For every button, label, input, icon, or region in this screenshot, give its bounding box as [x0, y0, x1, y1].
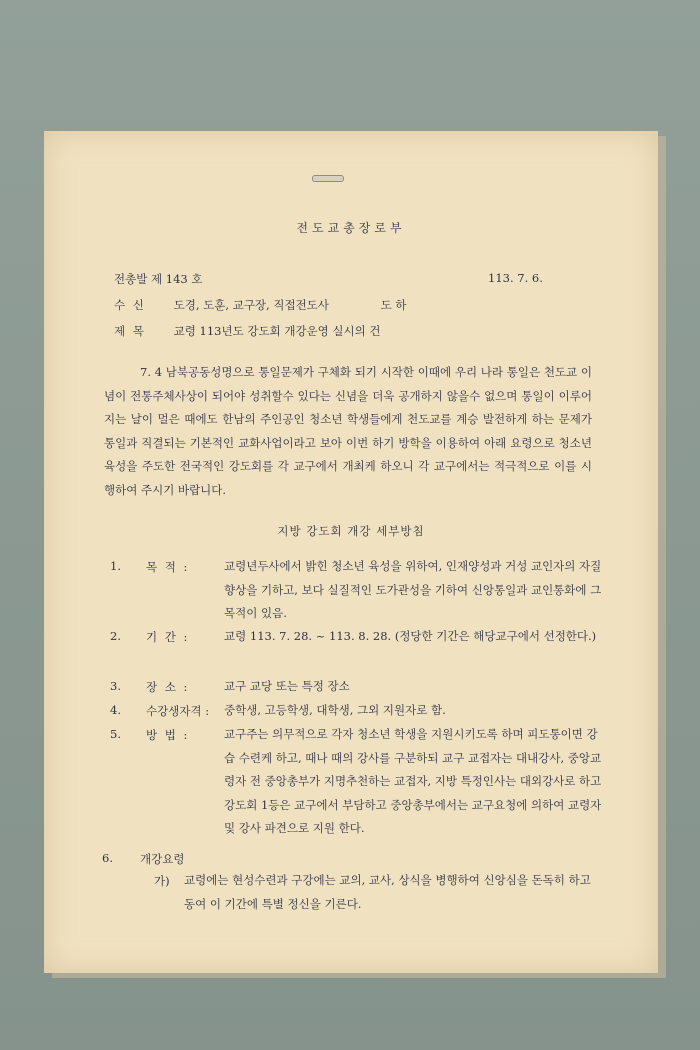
recipient-value: 도경, 도훈, 교구장, 직접전도사 [173, 298, 329, 312]
recipient-row [114, 297, 406, 313]
item-label: 장 소 : [146, 680, 190, 694]
item-number: 2. [110, 629, 121, 643]
item-number: 4. [110, 703, 121, 717]
item-label: 수강생자격 : [146, 704, 210, 718]
doc-number: 전총발 제 143 호 [114, 272, 203, 286]
item-body: 중학생, 고등학생, 대학생, 그외 지원자로 함. [224, 703, 446, 717]
item-label: 기 간 : [146, 630, 190, 644]
subject-value: 교령 113년도 강도회 개강운영 실시의 건 [173, 324, 381, 338]
intro-paragraph: 7. 4 남북공동성명으로 통일문제가 구체화 되기 시작한 이때에 우리 나라 통일은 천도교 이념이 전통주체사상이 되어야 성취할수 있다는 신념을 더욱 공개하지 않을수 없으며 통일이 이루어지는 날이 멀은 때에도 한남의 주인공인 청소년 학생들에게 천도교를 계승 발전하게 하는 문제가 통일과 직결되는 기본적인 교화사업이라고 보아 이번 하기 방학을 이용하여 아래 요령으로 청소년 육성을 주도한 전국적인 강도회를 각 교구에서 개최케 하오니 각 교구에서는 적극적으로 이를 시행하여 주시기 바랍니다. [104, 365, 592, 497]
item-body: 교령 113. 7. 28. ~ 113. 8. 28. (정당한 기간은 해당교구에서 선정한다.) [224, 629, 597, 643]
item-number: 3. [110, 679, 121, 693]
item-number: 6. [102, 851, 113, 865]
subject-label: 제 목 [114, 324, 146, 338]
item-number: 5. [110, 727, 121, 741]
recipient-suffix: 도 하 [380, 298, 407, 312]
item-body: 교구 교당 또는 특정 장소 [224, 679, 350, 693]
item-body: 교구주는 의무적으로 각자 청소년 학생을 지원시키도록 하며 피도통이면 강습 수련케 하고, 때나 때의 강사를 구분하되 교구 교접자는 대내강사, 중앙교령자 전 중앙총부가 지명추천하는 교접자, 지방 특정인사는 대외강사로 하고 강도회 1등은 교구에서 부담하고 중앙총부에서는 교구요청에 의하여 교령자 및 강사 파견으로 지원 한다. [224, 727, 602, 835]
sub-item-marker: 가) [154, 874, 170, 888]
item-label: 개강요령 [140, 852, 185, 866]
item-number: 1. [110, 559, 121, 573]
item-label: 방 법 : [146, 728, 190, 742]
subject-row [114, 323, 381, 339]
item-body: 교령년두사에서 밝힌 청소년 육성을 위하여, 인재양성과 거성 교인자의 자질향상을 기하고, 보다 실질적인 도가관성을 기하여 신앙통일과 교인통화에 그 목적이 있음. [224, 559, 602, 620]
recipient-label: 수 신 [114, 298, 146, 312]
document-page [44, 131, 658, 973]
item-label: 목 적 : [146, 560, 190, 574]
section-heading: 지방 강도회 개강 세부방침 [277, 524, 425, 538]
doc-date: 113. 7. 6. [488, 271, 543, 285]
sub-item-body: 교령에는 현성수련과 구강에는 교의, 교사, 상식을 병행하여 신앙심을 돈독히 하고 동여 이 기간에 특별 정신을 기른다. [184, 873, 591, 911]
staple-mark [312, 175, 344, 182]
page-title: 전도교총장로부 [296, 221, 406, 235]
